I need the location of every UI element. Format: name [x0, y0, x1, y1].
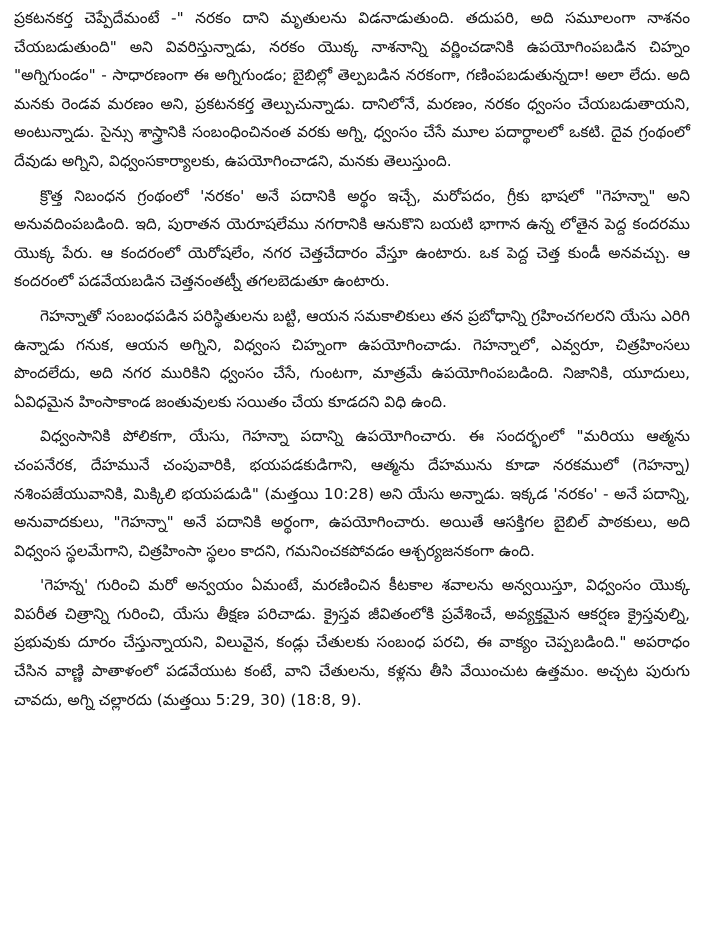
paragraph-4: విధ్వంసానికి పోలికగా, యేసు, గెహన్నా పదాన్ని ఉపయోగించారు. ఈ సందర్భంలో "మరియు ఆత్మను చంపనేరక, దేహమునే చంపువారికి, భయపడకుడిగాని, ఆత్మను దేహమును కూడా నరకములో (గెహన్నా) నశింపజేయువానికి, మిక్కిలి భయపడుడి" (మత్తయి 10:28) అని యేసు అన్నాడు. ఇక్కడ 'నరకం' - అనే పదాన్ని, అనువాదకులు, "గెహన్నా" అనే పదానికి అర్థంగా, ఉపయోగించారు. అయితే ఆసక్తిగల బైబిల్ పాఠకులు, అది విధ్వంస స్థలమేగాని, చిత్రహింసా స్థలం కాదని, గమనించకపోవడం ఆశ్చర్యజనకంగా ఉంది. — [14, 427, 690, 560]
paragraph-3: గెహన్నాతో సంబంధపడిన పరిస్థితులను బట్టి, ఆయన సమకాలికులు తన ప్రబోధాన్ని గ్రహించగలరని యేసు ఎరిగి ఉన్నాడు గనుక, ఆయన అగ్నిని, విధ్వంస చిహ్నంగా ఉపయోగించాడు. గెహన్నాలో, ఎవ్వరూ, చిత్రహింసలు పొందలేదు, అది నగర మురికిని ధ్వంసం చేసే, గుంటగా, మాత్రమే ఉపయోగింపబడింది. నిజానికి, యూదులు, ఏవిధమైన హింసాకాండ జంతువులకు సయితం చేయ కూడదని విధి ఉంది. — [14, 306, 690, 411]
paragraph-1: ప్రకటనకర్త చెప్పేదేమంటే -" నరకం దాని మృతులను విడనాడుతుంది. తదుపరి, అది సమూలంగా నాశనం చేయబడుతుంది" అని వివరిస్తున్నాడు, నరకం యొక్క నాశనాన్ని వర్ణించడానికి ఉపయోగింపబడిన చిహ్నం "అగ్నిగుండం" - సాధారణంగా ఈ అగ్నిగుండం; బైబిల్లో తెల్పబడిన నరకంగా, గణింపబడుతున్నదా! అలా లేదు. అది మనకు రెండవ మరణం అని, ప్రకటనకర్త తెల్పుచున్నాడు. దానిలోనే, మరణం, నరకం ధ్వంసం చేయబడుతాయని, అంటున్నాడు. సైన్సు శాస్త్రానికి సంబంధించినంత వరకు అగ్ని, ధ్వంసం చేసే మూల పదార్థాలలో ఒకటి. దైవ గ్రంథంలో దేవుడు అగ్నిని, విధ్వంసకార్యాలకు, ఉపయోగించాడని, మనకు తెలుస్తుంది. — [14, 9, 690, 170]
paragraph-5: 'గెహన్న' గురించి మరో అన్వయం ఏమంటే, మరణించిన కీటకాల శవాలను అన్వయిస్తూ, విధ్వంసం యొక్క విపరీత చిత్రాన్ని గురించి, యేసు తీక్షణ పరిచాడు. క్రైస్తవ జీవితంలోకి ప్రవేశించే, అవ్యక్తమైన ఆకర్షణ క్రైస్తవుల్ని, ప్రభువుకు దూరం చేస్తున్నాయని, విలువైన, కండ్లు చేతులకు సంబంధ పరచి, ఈ వాక్యం చెప్పబడింది." అపరాధం చేసిన వాణ్ణి పాతాళంలో పడవేయుట కంటే, వాని చేతులను, కళ్లను తీసి వేయించుట ఉత్తమం. అచ్చట పురుగు చావదు, అగ్ని చల్లారదు (మత్తయి 5:29, 30) (18:8, 9). — [14, 576, 690, 709]
paragraph-2: క్రొత్త నిబంధన గ్రంథంలో 'నరకం' అనే పదానికి అర్థం ఇచ్చే, మరోపదం, గ్రీకు భాషలో "గెహన్నా" అని అనువదింపబడింది. ఇది, పురాతన యెరూషలేము నగరానికి ఆనుకొని బయటి భాగాన ఉన్న లోతైన పెద్ద కందరము యొక్క పేరు. ఆ కందరంలో యెరోషలేం, నగర చెత్తచేదారం వేస్తూ ఉంటారు. ఒక పెద్ద చెత్త కుండీ అనవచ్చు. ఆ కందరంలో పడవేయబడిన చెత్తనంతట్నీ తగలబెడుతూ ఉంటారు. — [14, 186, 690, 291]
